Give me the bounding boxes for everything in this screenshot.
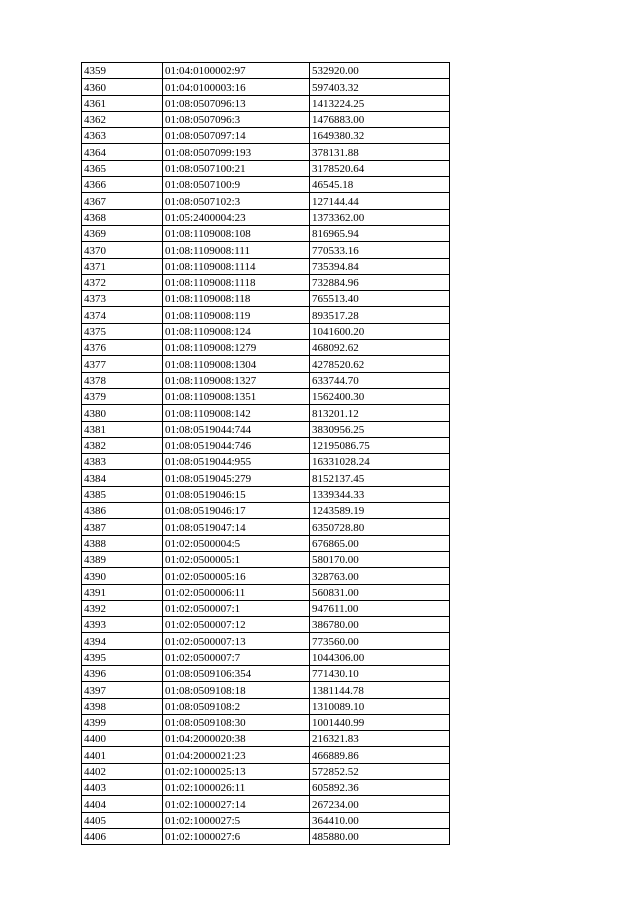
cadastral-number-cell: 01:08:1109008:1327: [163, 372, 310, 388]
cadastral-number-cell: 01:08:0519046:15: [163, 486, 310, 502]
cadastral-number-cell: 01:08:0509108:30: [163, 714, 310, 730]
value-cell: 732884.96: [310, 274, 450, 290]
table-row: [82, 177, 450, 193]
row-number-cell: 4395: [82, 649, 163, 665]
table-row: [82, 437, 450, 453]
row-number-cell: 4374: [82, 307, 163, 323]
table-body: [82, 63, 450, 845]
row-number-cell: 4402: [82, 763, 163, 779]
table-row: [82, 307, 450, 323]
value-cell: 816965.94: [310, 225, 450, 241]
value-cell: 216321.83: [310, 731, 450, 747]
value-cell: 1649380.32: [310, 128, 450, 144]
table-row: [82, 828, 450, 844]
cadastral-number-cell: 01:02:1000027:5: [163, 812, 310, 828]
row-number-cell: 4396: [82, 665, 163, 681]
value-cell: 386780.00: [310, 617, 450, 633]
value-cell: 771430.10: [310, 665, 450, 681]
cadastral-number-cell: 01:02:0500007:1: [163, 600, 310, 616]
row-number-cell: 4387: [82, 519, 163, 535]
cadastral-number-cell: 01:08:0509108:2: [163, 698, 310, 714]
cadastral-number-cell: 01:08:0507100:21: [163, 160, 310, 176]
row-number-cell: 4378: [82, 372, 163, 388]
value-cell: 572852.52: [310, 763, 450, 779]
row-number-cell: 4404: [82, 796, 163, 812]
row-number-cell: 4364: [82, 144, 163, 160]
cadastral-number-cell: 01:02:1000025:13: [163, 763, 310, 779]
cadastral-number-cell: 01:08:1109008:1118: [163, 274, 310, 290]
row-number-cell: 4386: [82, 503, 163, 519]
cadastral-number-cell: 01:08:1109008:119: [163, 307, 310, 323]
row-number-cell: 4390: [82, 568, 163, 584]
cadastral-number-cell: 01:08:1109008:1114: [163, 258, 310, 274]
row-number-cell: 4383: [82, 454, 163, 470]
table-row: [82, 649, 450, 665]
data-sheet: [81, 62, 450, 845]
row-number-cell: 4392: [82, 600, 163, 616]
row-number-cell: 4399: [82, 714, 163, 730]
row-number-cell: 4376: [82, 340, 163, 356]
cadastral-number-cell: 01:02:0500007:7: [163, 649, 310, 665]
cadastral-number-cell: 01:04:0100003:16: [163, 79, 310, 95]
cadastral-number-cell: 01:08:1109008:108: [163, 225, 310, 241]
row-number-cell: 4398: [82, 698, 163, 714]
cadastral-number-cell: 01:02:0500005:16: [163, 568, 310, 584]
table-row: [82, 535, 450, 551]
table-row: [82, 388, 450, 404]
table-row: [82, 568, 450, 584]
row-number-cell: 4391: [82, 584, 163, 600]
table-row: [82, 405, 450, 421]
cadastral-number-cell: 01:05:2400004:23: [163, 209, 310, 225]
cadastral-number-cell: 01:08:1109008:1304: [163, 356, 310, 372]
table-row: [82, 584, 450, 600]
table-row: [82, 617, 450, 633]
cadastral-number-cell: 01:04:0100002:97: [163, 63, 310, 79]
value-cell: 605892.36: [310, 780, 450, 796]
cadastral-number-cell: 01:08:0519046:17: [163, 503, 310, 519]
table-row: [82, 95, 450, 111]
row-number-cell: 4360: [82, 79, 163, 95]
cadastral-number-cell: 01:02:0500005:1: [163, 551, 310, 567]
value-cell: 267234.00: [310, 796, 450, 812]
value-cell: 580170.00: [310, 551, 450, 567]
cadastral-number-cell: 01:08:0507096:13: [163, 95, 310, 111]
row-number-cell: 4361: [82, 95, 163, 111]
cadastral-number-cell: 01:08:0507100:9: [163, 177, 310, 193]
row-number-cell: 4401: [82, 747, 163, 763]
row-number-cell: 4380: [82, 405, 163, 421]
value-cell: 1476883.00: [310, 111, 450, 127]
value-cell: 1373362.00: [310, 209, 450, 225]
cadastral-number-cell: 01:08:0507097:14: [163, 128, 310, 144]
value-cell: 3830956.25: [310, 421, 450, 437]
cadastral-number-cell: 01:08:0507099:193: [163, 144, 310, 160]
value-cell: 770533.16: [310, 242, 450, 258]
value-cell: 1243589.19: [310, 503, 450, 519]
cadastral-number-cell: 01:08:1109008:111: [163, 242, 310, 258]
table-row: [82, 242, 450, 258]
value-cell: 6350728.80: [310, 519, 450, 535]
row-number-cell: 4363: [82, 128, 163, 144]
row-number-cell: 4406: [82, 828, 163, 844]
cadastral-number-cell: 01:08:1109008:142: [163, 405, 310, 421]
cadastral-number-cell: 01:02:1000026:11: [163, 780, 310, 796]
value-cell: 532920.00: [310, 63, 450, 79]
row-number-cell: 4359: [82, 63, 163, 79]
row-number-cell: 4379: [82, 388, 163, 404]
row-number-cell: 4368: [82, 209, 163, 225]
row-number-cell: 4394: [82, 633, 163, 649]
cadastral-number-cell: 01:08:0507102:3: [163, 193, 310, 209]
table-row: [82, 519, 450, 535]
table-row: [82, 372, 450, 388]
row-number-cell: 4377: [82, 356, 163, 372]
table-row: [82, 503, 450, 519]
cadastral-number-cell: 01:08:0509108:18: [163, 682, 310, 698]
value-cell: 485880.00: [310, 828, 450, 844]
row-number-cell: 4385: [82, 486, 163, 502]
value-cell: 127144.44: [310, 193, 450, 209]
value-cell: 1044306.00: [310, 649, 450, 665]
table-row: [82, 291, 450, 307]
row-number-cell: 4365: [82, 160, 163, 176]
table-row: [82, 111, 450, 127]
row-number-cell: 4366: [82, 177, 163, 193]
row-number-cell: 4388: [82, 535, 163, 551]
table-row: [82, 209, 450, 225]
cadastral-number-cell: 01:08:0519045:279: [163, 470, 310, 486]
table-row: [82, 812, 450, 828]
value-cell: 328763.00: [310, 568, 450, 584]
cadastral-number-cell: 01:08:0509106:354: [163, 665, 310, 681]
value-cell: 16331028.24: [310, 454, 450, 470]
table-row: [82, 763, 450, 779]
table-row: [82, 486, 450, 502]
table-row: [82, 258, 450, 274]
cadastral-number-cell: 01:02:0500004:5: [163, 535, 310, 551]
table-row: [82, 470, 450, 486]
table-row: [82, 144, 450, 160]
cadastral-number-cell: 01:08:1109008:118: [163, 291, 310, 307]
value-cell: 8152137.45: [310, 470, 450, 486]
cadastral-number-cell: 01:02:1000027:6: [163, 828, 310, 844]
value-cell: 560831.00: [310, 584, 450, 600]
cadastral-number-cell: 01:08:1109008:124: [163, 323, 310, 339]
cadastral-number-cell: 01:08:0519044:744: [163, 421, 310, 437]
row-number-cell: 4393: [82, 617, 163, 633]
value-cell: 1413224.25: [310, 95, 450, 111]
row-number-cell: 4375: [82, 323, 163, 339]
row-number-cell: 4372: [82, 274, 163, 290]
cadastral-table: [81, 62, 450, 845]
table-row: [82, 796, 450, 812]
value-cell: 676865.00: [310, 535, 450, 551]
table-row: [82, 225, 450, 241]
value-cell: 947611.00: [310, 600, 450, 616]
row-number-cell: 4381: [82, 421, 163, 437]
value-cell: 364410.00: [310, 812, 450, 828]
table-row: [82, 600, 450, 616]
value-cell: 466889.86: [310, 747, 450, 763]
value-cell: 633744.70: [310, 372, 450, 388]
table-row: [82, 160, 450, 176]
value-cell: 735394.84: [310, 258, 450, 274]
cadastral-number-cell: 01:02:0500007:12: [163, 617, 310, 633]
table-row: [82, 421, 450, 437]
table-row: [82, 79, 450, 95]
cadastral-number-cell: 01:04:2000020:38: [163, 731, 310, 747]
row-number-cell: 4405: [82, 812, 163, 828]
table-row: [82, 63, 450, 79]
table-row: [82, 665, 450, 681]
value-cell: 378131.88: [310, 144, 450, 160]
table-row: [82, 731, 450, 747]
row-number-cell: 4367: [82, 193, 163, 209]
row-number-cell: 4403: [82, 780, 163, 796]
row-number-cell: 4369: [82, 225, 163, 241]
value-cell: 3178520.64: [310, 160, 450, 176]
cadastral-number-cell: 01:02:0500007:13: [163, 633, 310, 649]
table-row: [82, 780, 450, 796]
row-number-cell: 4362: [82, 111, 163, 127]
table-row: [82, 633, 450, 649]
value-cell: 12195086.75: [310, 437, 450, 453]
value-cell: 1310089.10: [310, 698, 450, 714]
cadastral-number-cell: 01:04:2000021:23: [163, 747, 310, 763]
cadastral-number-cell: 01:08:0519044:955: [163, 454, 310, 470]
value-cell: 1339344.33: [310, 486, 450, 502]
table-row: [82, 193, 450, 209]
value-cell: 813201.12: [310, 405, 450, 421]
table-row: [82, 128, 450, 144]
cadastral-number-cell: 01:08:1109008:1351: [163, 388, 310, 404]
table-row: [82, 682, 450, 698]
value-cell: 468092.62: [310, 340, 450, 356]
cadastral-number-cell: 01:08:0507096:3: [163, 111, 310, 127]
value-cell: 46545.18: [310, 177, 450, 193]
cadastral-number-cell: 01:02:0500006:11: [163, 584, 310, 600]
table-row: [82, 698, 450, 714]
row-number-cell: 4384: [82, 470, 163, 486]
value-cell: 1041600.20: [310, 323, 450, 339]
value-cell: 765513.40: [310, 291, 450, 307]
table-row: [82, 454, 450, 470]
row-number-cell: 4389: [82, 551, 163, 567]
row-number-cell: 4373: [82, 291, 163, 307]
cadastral-number-cell: 01:02:1000027:14: [163, 796, 310, 812]
value-cell: 893517.28: [310, 307, 450, 323]
cadastral-number-cell: 01:08:1109008:1279: [163, 340, 310, 356]
row-number-cell: 4400: [82, 731, 163, 747]
value-cell: 4278520.62: [310, 356, 450, 372]
cadastral-number-cell: 01:08:0519044:746: [163, 437, 310, 453]
row-number-cell: 4397: [82, 682, 163, 698]
table-row: [82, 356, 450, 372]
table-row: [82, 274, 450, 290]
table-row: [82, 714, 450, 730]
row-number-cell: 4370: [82, 242, 163, 258]
row-number-cell: 4382: [82, 437, 163, 453]
row-number-cell: 4371: [82, 258, 163, 274]
value-cell: 1001440.99: [310, 714, 450, 730]
value-cell: 1381144.78: [310, 682, 450, 698]
table-row: [82, 747, 450, 763]
value-cell: 1562400.30: [310, 388, 450, 404]
cadastral-number-cell: 01:08:0519047:14: [163, 519, 310, 535]
value-cell: 597403.32: [310, 79, 450, 95]
value-cell: 773560.00: [310, 633, 450, 649]
table-row: [82, 340, 450, 356]
table-row: [82, 551, 450, 567]
table-row: [82, 323, 450, 339]
